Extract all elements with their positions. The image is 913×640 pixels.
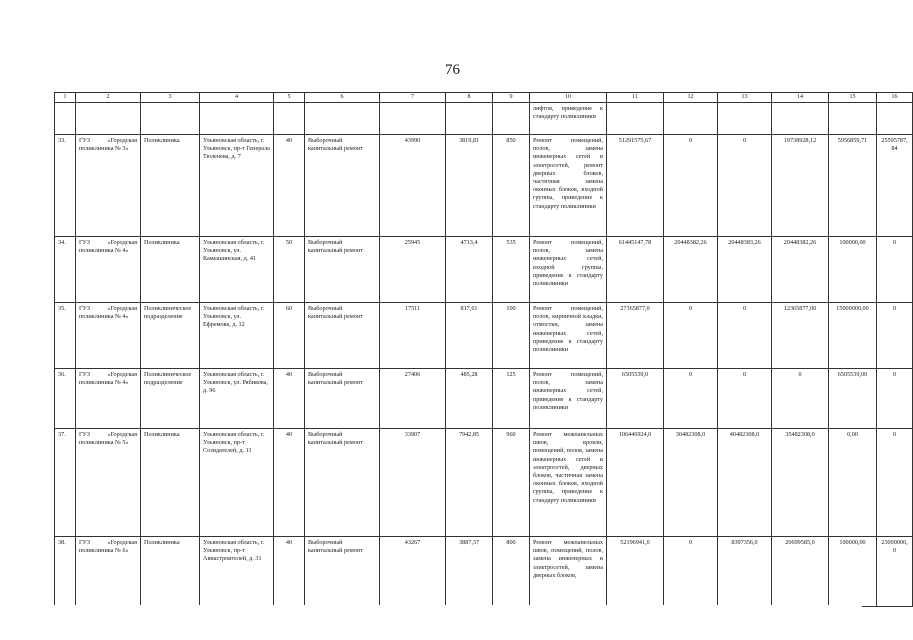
area: 4713,4: [446, 237, 493, 303]
cost-2019: 12365877,00: [772, 303, 829, 369]
cost-2017: 0: [664, 303, 718, 369]
col-header: 11: [607, 93, 664, 103]
cost-2017: 0: [664, 135, 718, 237]
cost-2020: 5956859,71: [829, 135, 877, 237]
institution-name: ГУЗ «Городская поликлиника № 4»: [76, 237, 141, 303]
work-type: Выборочный капитальный ремонт: [305, 369, 380, 429]
object-type: Поликлиника: [141, 237, 200, 303]
cost-2021: 0: [877, 369, 913, 429]
row-number: 35.: [55, 303, 76, 369]
building-volume: 17511: [380, 303, 446, 369]
visits-per-shift: 125: [493, 369, 530, 429]
page-bottom-edge: [54, 605, 862, 640]
area: 7942,85: [446, 429, 493, 537]
cost-2017: 0: [664, 369, 718, 429]
work-type: Выборочный капитальный ремонт: [305, 303, 380, 369]
col-header: 10: [530, 93, 607, 103]
visits-per-shift: 850: [493, 135, 530, 237]
total-cost: 61445147,78: [607, 237, 664, 303]
cost-2018: 20448383,26: [718, 237, 772, 303]
address: Ульяновская область, г. Ульяновск, пр-т Авиастроителей, д. 31: [200, 537, 274, 607]
page-number: 76: [445, 62, 460, 78]
building-volume: 43990: [380, 135, 446, 237]
table-row: [55, 369, 913, 429]
work-description: лифтов, приведение к стандарту поликлиники: [530, 103, 607, 135]
wear-percent: 60: [274, 303, 305, 369]
cost-2018: 0: [718, 135, 772, 237]
cost-2019: 19738928,12: [772, 135, 829, 237]
cost-2017: 0: [664, 537, 718, 607]
col-header: 8: [446, 93, 493, 103]
area: 3819,81: [446, 135, 493, 237]
work-description: Ремонт межпанельных швов, кровли, помещений, полов, замена инженерных сетей и электросетей, дверных блоков, частичная замена оконных блоков, входной группы, приведение к стандарту поликлиники: [530, 429, 607, 537]
wear-percent: 40: [274, 135, 305, 237]
institution-name: ГУЗ «Городская поликлиника № 4»: [76, 303, 141, 369]
col-header: 13: [718, 93, 772, 103]
row-number: 33.: [55, 135, 76, 237]
cost-2020: 100000,00: [829, 237, 877, 303]
area: 485,28: [446, 369, 493, 429]
object-type: Поликлиническое подразделение: [141, 369, 200, 429]
work-description: Ремонт межпанельных швов, помещений, полов, замена инженерных и электросетей, замена дверных блоков,: [530, 537, 607, 607]
object-type: Поликлиника: [141, 135, 200, 237]
total-cost: 52196941,0: [607, 537, 664, 607]
wear-percent: 40: [274, 429, 305, 537]
work-type: Выборочный капитальный ремонт: [305, 537, 380, 607]
work-type: Выборочный капитальный ремонт: [305, 237, 380, 303]
object-type: Поликлиника: [141, 537, 200, 607]
visits-per-shift: 535: [493, 237, 530, 303]
cost-2018: 0: [718, 369, 772, 429]
total-cost: 106446924,0: [607, 429, 664, 537]
wear-percent: 40: [274, 537, 305, 607]
col-header: 7: [380, 93, 446, 103]
work-type: Выборочный капитальный ремонт: [305, 429, 380, 537]
building-volume: 25945: [380, 237, 446, 303]
address: Ульяновская область, г. Ульяновск, ул. Ефремова, д. 12: [200, 303, 274, 369]
address: Ульяновская область, г. Ульяновск, ул. Камышинская, д. 41: [200, 237, 274, 303]
total-cost: 6505539,0: [607, 369, 664, 429]
institution-name: ГУЗ «Городская поликлиника № 4»: [76, 369, 141, 429]
col-header: 12: [664, 93, 718, 103]
building-volume: 27406: [380, 369, 446, 429]
cost-2018: 8397356,0: [718, 537, 772, 607]
visits-per-shift: 800: [493, 537, 530, 607]
institution-name: ГУЗ «Городская поликлиника № 5»: [76, 429, 141, 537]
table-row: [55, 237, 913, 303]
work-type: Выборочный капитальный ремонт: [305, 135, 380, 237]
cost-2021: 25595787,84: [877, 135, 913, 237]
wear-percent: 40: [274, 369, 305, 429]
visits-per-shift: 100: [493, 303, 530, 369]
institution-name: ГУЗ «Городская поликлиника № 6»: [76, 537, 141, 607]
cost-2019: 0: [772, 369, 829, 429]
continuation-row: [55, 103, 913, 135]
area: 3887,37: [446, 537, 493, 607]
cost-2021: 0: [877, 429, 913, 537]
cost-2020: 6505539,00: [829, 369, 877, 429]
table-row: [55, 429, 913, 537]
table-row: [55, 537, 913, 607]
area: 817,61: [446, 303, 493, 369]
cost-2019: 20699585,0: [772, 537, 829, 607]
row-number: 38.: [55, 537, 76, 607]
col-header: 5: [274, 93, 305, 103]
address: Ульяновская область, г. Ульяновск, пр-т Созидателей, д. 11: [200, 429, 274, 537]
work-description: Ремонт помещений, полов, замена инженерных сетей, приведение к стандарту поликлиники: [530, 369, 607, 429]
header-row: [55, 93, 913, 103]
cost-2019: 20448382,26: [772, 237, 829, 303]
col-header: 3: [141, 93, 200, 103]
col-header: 14: [772, 93, 829, 103]
cost-2018: 0: [718, 303, 772, 369]
total-cost: 51291575,67: [607, 135, 664, 237]
work-description: Ремонт помещений, полов, замена инженерных сетей и электросетей, ремонт дверных блоков, частичная замена оконных блоков, входной группы, приведение к стандарту поликлиники: [530, 135, 607, 237]
building-volume: 33907: [380, 429, 446, 537]
total-cost: 27365877,0: [607, 303, 664, 369]
col-header: 6: [305, 93, 380, 103]
table-row: [55, 303, 913, 369]
repair-table: [54, 92, 913, 607]
table-row: [55, 135, 913, 237]
cost-2019: 35482308,0: [772, 429, 829, 537]
address: Ульяновская область, г. Ульяновск, пр-т Генерала Тюленева, д. 7: [200, 135, 274, 237]
cost-2021: 0: [877, 303, 913, 369]
cost-2021: 0: [877, 237, 913, 303]
col-header: 4: [200, 93, 274, 103]
cost-2021: 23000000,0: [877, 537, 913, 607]
visits-per-shift: 960: [493, 429, 530, 537]
cost-2018: 40482308,0: [718, 429, 772, 537]
cost-2020: 0,00: [829, 429, 877, 537]
wear-percent: 50: [274, 237, 305, 303]
col-header: 2: [76, 93, 141, 103]
building-volume: 43267: [380, 537, 446, 607]
col-header: 1: [55, 93, 76, 103]
cost-2020: 15000000,00: [829, 303, 877, 369]
row-number: 34.: [55, 237, 76, 303]
row-number: 37.: [55, 429, 76, 537]
col-header: 15: [829, 93, 877, 103]
row-number: 36.: [55, 369, 76, 429]
cost-2017: 20448382,26: [664, 237, 718, 303]
cost-2017: 30482308,0: [664, 429, 718, 537]
cost-2020: 100000,00: [829, 537, 877, 607]
object-type: Поликлиническое подразделение: [141, 303, 200, 369]
address: Ульяновская область, г. Ульяновск, ул. Рябикова, д. 96: [200, 369, 274, 429]
col-header: 16: [877, 93, 913, 103]
work-description: Ремонт помещений, полов, кирпичной кладки, отмостки, замена инженерных сетей, приведение к стандарту поликлиники: [530, 303, 607, 369]
object-type: Поликлиника: [141, 429, 200, 537]
work-description: Ремонт помещений, полов, замена инженерных сетей, входной группы, приведение к стандарту поликлиники: [530, 237, 607, 303]
institution-name: ГУЗ «Городская поликлиника № 3»: [76, 135, 141, 237]
col-header: 9: [493, 93, 530, 103]
